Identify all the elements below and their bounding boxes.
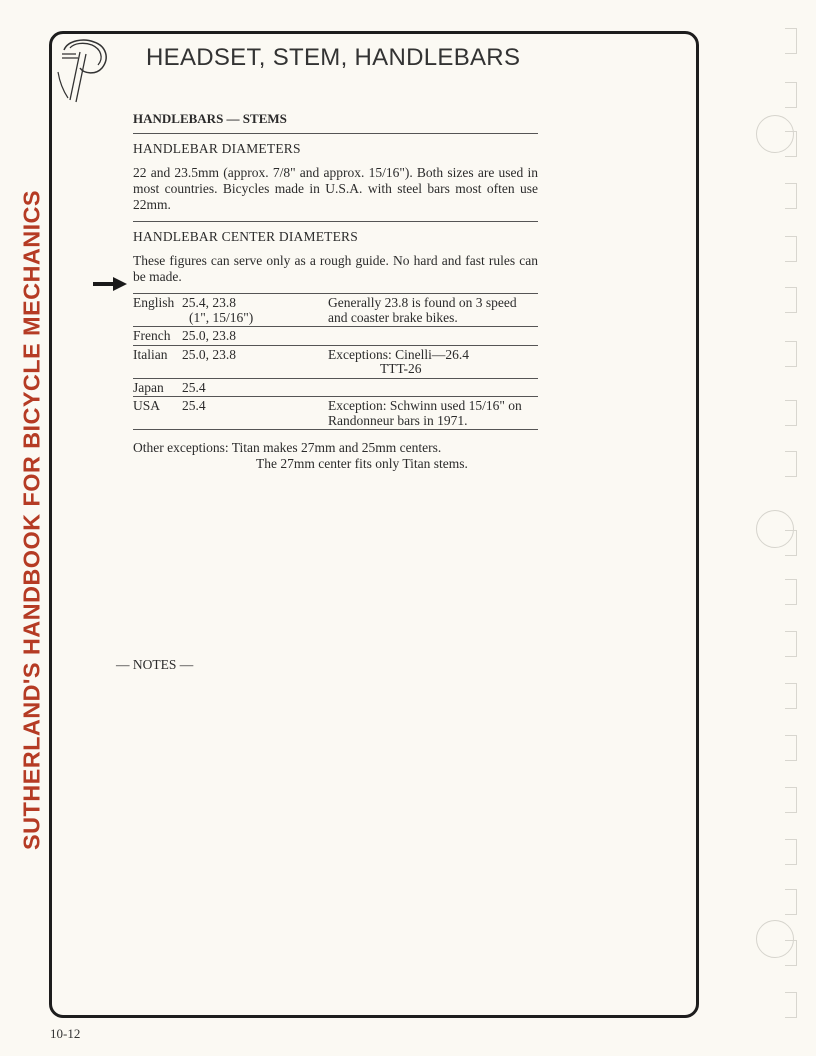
- country-cell: Italian: [133, 346, 168, 362]
- note-continuation: TTT-26: [380, 361, 422, 376]
- country-cell: English: [133, 295, 175, 310]
- binder-tab: [785, 735, 797, 761]
- table-row: [133, 327, 538, 346]
- binder-tab: [785, 287, 797, 313]
- other-exceptions: [133, 440, 538, 472]
- binder-tab: [785, 82, 797, 108]
- note-cell: [328, 345, 538, 378]
- arrow-right-icon: [93, 276, 127, 292]
- binder-tab: [785, 131, 797, 157]
- table-row: [133, 397, 538, 430]
- notes-label: — NOTES —: [116, 657, 194, 672]
- size-cell: 25.0, 23.8: [182, 328, 236, 343]
- size-value: 25.4, 23.8: [182, 295, 236, 310]
- note-cell: Exception: Schwinn used 15/16" on Randonneur bars in 1971.: [328, 398, 522, 428]
- chapter-logo-icon: [50, 32, 130, 104]
- table-row: [133, 378, 538, 397]
- other-exceptions-line1: Other exceptions: Titan makes 27mm and 25mm centers.: [133, 440, 442, 455]
- other-exceptions-line2: The 27mm center fits only Titan stems.: [256, 456, 468, 471]
- note-cell: [328, 378, 538, 397]
- section-title: HANDLEBARS — STEMS: [133, 111, 538, 134]
- chapter-title: HEADSET, STEM, HANDLEBARS: [146, 44, 521, 71]
- center-diameters-text: These figures can serve only as a rough guide. No hard and fast rules can be made.: [133, 253, 538, 284]
- binder-tab: [785, 889, 797, 915]
- binder-tab: [785, 992, 797, 1018]
- binder-tab: [785, 579, 797, 605]
- binder-tab: [785, 183, 797, 209]
- binder-tab: [785, 683, 797, 709]
- note-value: Exceptions: Cinelli—26.4: [328, 346, 469, 362]
- binder-tab: [785, 940, 797, 966]
- size-cell: 25.0, 23.8: [182, 346, 236, 362]
- size-cell: [182, 294, 328, 327]
- binder-tab: [785, 631, 797, 657]
- diameters-text: 22 and 23.5mm (approx. 7/8" and approx. 15/16"). Both sizes are used in most countries. Bicycles made in U.S.A. with steel bars most often use 22mm.: [133, 165, 538, 222]
- country-cell: French: [133, 328, 171, 343]
- binder-tab: [785, 839, 797, 865]
- note-cell: Generally 23.8 is found on 3 speed and coaster brake bikes.: [328, 295, 517, 325]
- book-title-vertical: SUTHERLAND'S HANDBOOK FOR BICYCLE MECHANICS: [18, 190, 45, 850]
- center-diameters-heading: HANDLEBAR CENTER DIAMETERS: [133, 229, 358, 244]
- binder-tab: [785, 341, 797, 367]
- size-cell: 25.4: [182, 379, 206, 395]
- page-number: 10-12: [50, 1026, 81, 1041]
- table-row: [133, 345, 538, 378]
- binder-tab: [785, 400, 797, 426]
- center-diameter-table: [133, 293, 538, 430]
- binder-tab: [785, 530, 797, 556]
- size-cell: 25.4: [182, 398, 206, 413]
- binder-tab: [785, 236, 797, 262]
- diameters-heading: HANDLEBAR DIAMETERS: [133, 141, 301, 156]
- size-inch-value: (1", 15/16"): [189, 309, 254, 325]
- main-content: [133, 111, 538, 472]
- country-cell: USA: [133, 398, 161, 413]
- note-cell: [328, 327, 538, 346]
- country-cell: Japan: [133, 379, 164, 395]
- table-row: [133, 294, 538, 327]
- binder-tab: [785, 451, 797, 477]
- binder-tab: [785, 787, 797, 813]
- binder-tab: [785, 28, 797, 54]
